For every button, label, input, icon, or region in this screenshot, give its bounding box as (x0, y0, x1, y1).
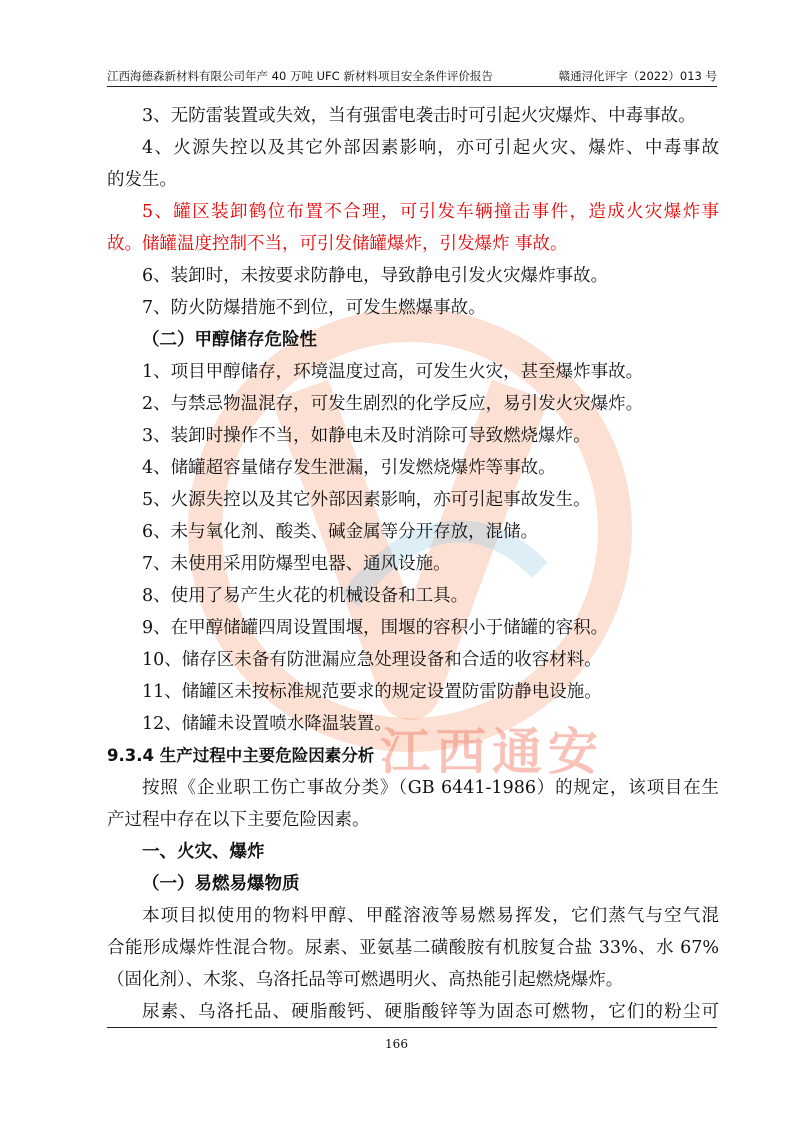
highlighted-text-line: 5、罐区装卸鹤位布置不合理，可引发车辆撞击事件，造成火灾爆炸事 (142, 202, 719, 222)
text-line: 6、未与氧化剂、酸类、碱金属等分开存放，混储。 (142, 522, 539, 542)
text-line: （固化剂）、木浆、乌洛托品等可燃遇明火、高热能引起燃烧爆炸。 (107, 970, 624, 990)
text-line: 合能形成爆炸性混合物。尿素、亚氨基二磺酸胺有机胺复合盐 33%、水 67% (107, 938, 719, 958)
text-line: 3、无防雷装置或失效，当有强雷电袭击时可引起火灾爆炸、中毒事故。 (142, 106, 696, 126)
text-line: 4、储罐超容量储存发生泄漏，引发燃烧爆炸等事故。 (142, 458, 556, 478)
page-number: 166 (385, 1037, 408, 1051)
section-heading: 9.3.4 生产过程中主要危险因素分析 (107, 746, 375, 765)
text-line: 按照《企业职工伤亡事故分类》（GB 6441-1986）的规定，该项目在生 (142, 778, 719, 798)
text-line: 3、装卸时操作不当，如静电未及时消除可导致燃烧爆炸。 (142, 426, 591, 446)
text-line: 7、防火防爆措施不到位，可发生燃爆事故。 (142, 298, 486, 318)
document-body (107, 100, 719, 1028)
page-header (107, 66, 717, 87)
text-line: 的发生。 (107, 170, 177, 190)
text-line: 1、项目甲醇储存，环境温度过高，可发生火灾，甚至爆炸事故。 (142, 362, 644, 382)
text-line: 8、使用了易产生火花的机械设备和工具。 (142, 586, 469, 606)
text-line: 10、储存区未备有防泄漏应急处理设备和合适的收容材料。 (142, 650, 602, 670)
text-line: 4、火源失控以及其它外部因素影响，亦可引起火灾、爆炸、中毒事故 (142, 138, 719, 158)
header-report-title: 江西海德森新材料有限公司年产 40 万吨 UFC 新材料项目安全条件评价报告 (107, 69, 493, 83)
text-line: 5、火源失控以及其它外部因素影响，亦可引起事故发生。 (142, 490, 591, 510)
subsection-heading: 一、火灾、爆炸 (142, 842, 265, 862)
text-line: 9、在甲醇储罐四周设置围堰，围堰的容积小于储罐的容积。 (142, 618, 609, 638)
footer-rule (107, 1027, 717, 1028)
text-line: 尿素、乌洛托品、硬脂酸钙、硬脂酸锌等为固态可燃物，它们的粉尘可 (142, 1002, 719, 1022)
text-line: 11、储罐区未按标准规范要求的规定设置防雷防静电设施。 (142, 682, 602, 702)
highlighted-text-line: 故。储罐温度控制不当，可引发储罐爆炸，引发爆炸 事故。 (107, 234, 568, 254)
text-line: 产过程中存在以下主要危险因素。 (107, 810, 370, 830)
text-line: 7、未使用采用防爆型电器、通风设施。 (142, 554, 451, 574)
text-line: 本项目拟使用的物料甲醇、甲醛溶液等易燃易挥发，它们蒸气与空气混 (142, 906, 719, 926)
text-line: 2、与禁忌物温混存，可发生剧烈的化学反应，易引发火灾爆炸。 (142, 394, 644, 414)
header-report-number: 赣通浔化评字（2022）013 号 (558, 69, 717, 83)
text-line: 6、装卸时，未按要求防静电，导致静电引发火灾爆炸事故。 (142, 266, 609, 286)
subsection-heading: （一）易燃易爆物质 (142, 874, 300, 894)
text-line: 12、储罐未设置喷水降温装置。 (142, 714, 392, 734)
subsection-heading: （二）甲醇储存危险性 (142, 330, 317, 350)
watermark-text: 江西通安 (380, 723, 604, 781)
